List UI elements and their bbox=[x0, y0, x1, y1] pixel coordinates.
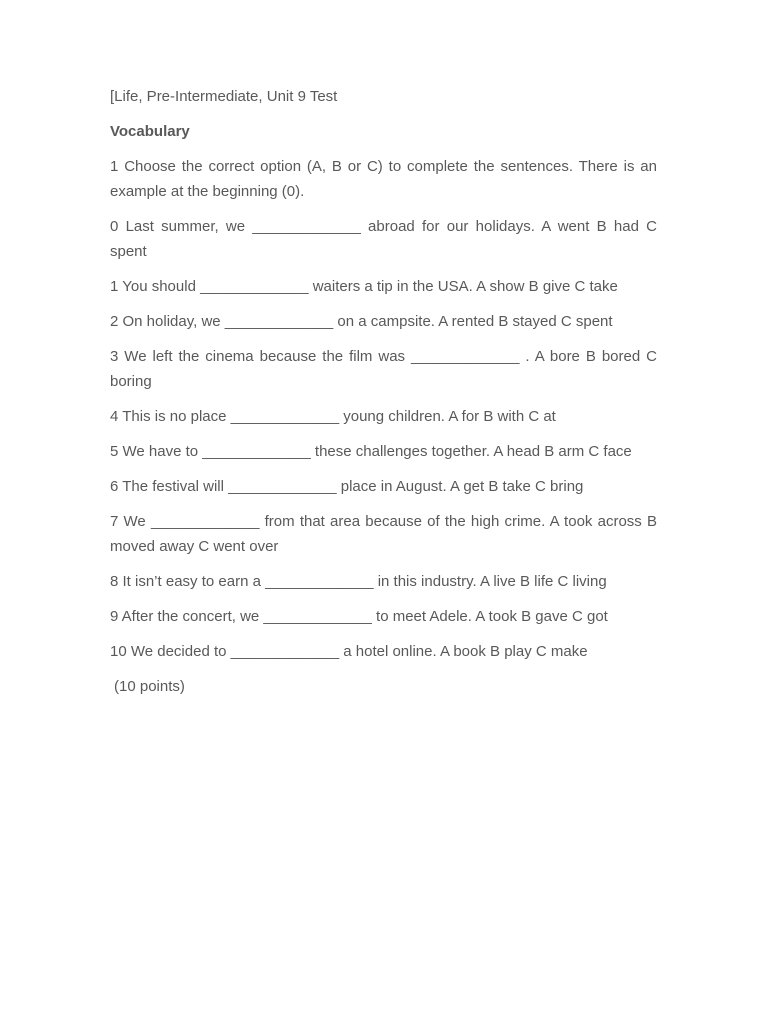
exercise-item: 6 The festival will _____________ place in August. A get B take C bring bbox=[110, 478, 584, 495]
document-page bbox=[110, 84, 657, 699]
exercise-item: 0 Last summer, we _____________ abroad for our holidays. A went B had C spent bbox=[110, 218, 657, 260]
exercise-item: 7 We _____________ from that area because of the high crime. A took across B moved away C went over bbox=[110, 513, 657, 555]
section-heading: Vocabulary bbox=[110, 123, 190, 140]
document-title: [Life, Pre-Intermediate, Unit 9 Test bbox=[110, 88, 338, 105]
exercise-item: 2 On holiday, we _____________ on a campsite. A rented B stayed C spent bbox=[110, 313, 613, 330]
exercise-item: 4 This is no place _____________ young children. A for B with C at bbox=[110, 408, 556, 425]
points-total: (10 points) bbox=[114, 678, 185, 695]
exercise-instructions: 1 Choose the correct option (A, B or C) to complete the sentences. There is an example at the beginning (0). bbox=[110, 158, 657, 200]
exercise-item: 10 We decided to _____________ a hotel online. A book B play C make bbox=[110, 643, 588, 660]
exercise-item: 1 You should _____________ waiters a tip in the USA. A show B give C take bbox=[110, 278, 618, 295]
exercise-item: 3 We left the cinema because the film was _____________ . A bore B bored C boring bbox=[110, 348, 657, 390]
exercise-item: 9 After the concert, we _____________ to meet Adele. A took B gave C got bbox=[110, 608, 608, 625]
exercise-item: 8 It isn’t easy to earn a _____________ in this industry. A live B life C living bbox=[110, 573, 607, 590]
exercise-item: 5 We have to _____________ these challenges together. A head B arm C face bbox=[110, 443, 632, 460]
